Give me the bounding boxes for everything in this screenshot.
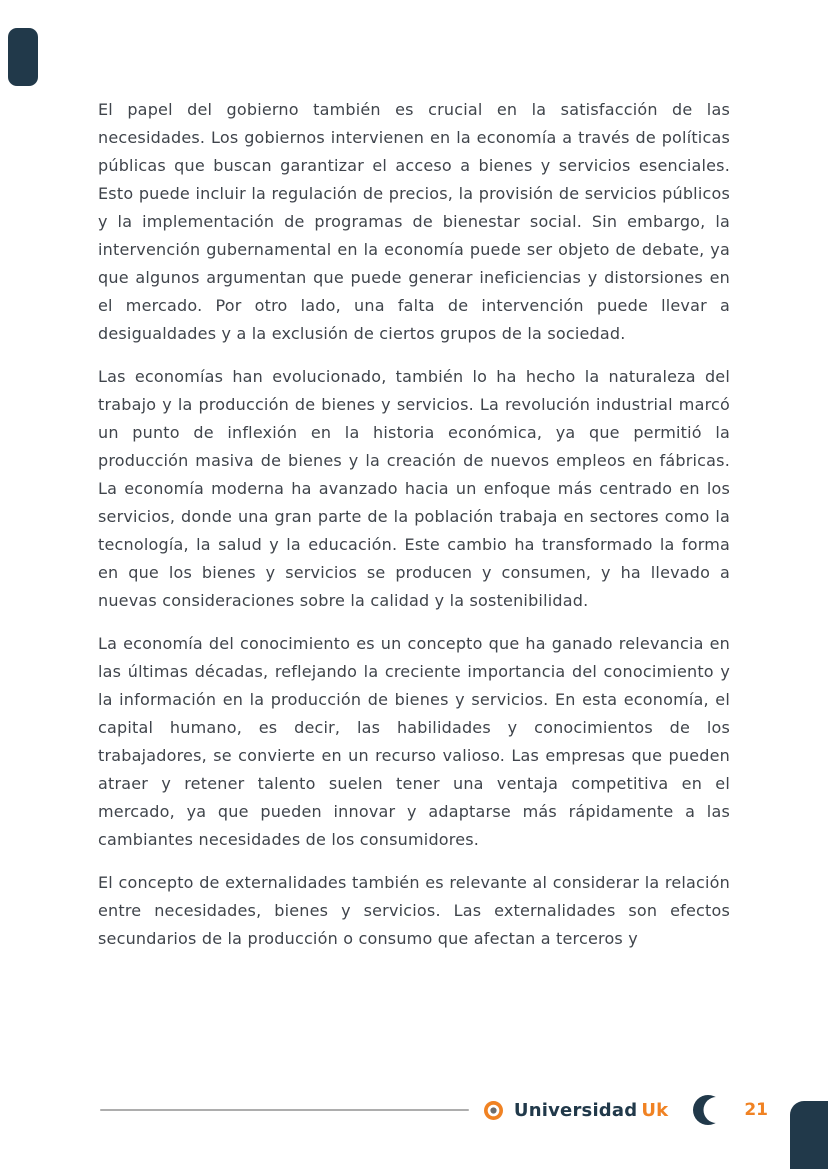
crescent-logo-icon: [692, 1094, 716, 1126]
page-footer: [100, 1093, 768, 1127]
target-icon: [483, 1100, 504, 1121]
paragraph-externalities: El concepto de externalidades también es relevante al considerar la relación entre necesidades, bienes y servicios. Las externalidades son efectos secundarios de la producción o consumo que afectan a terceros y: [98, 873, 730, 948]
body-text: [98, 96, 730, 953]
brand-wordmark: [514, 1100, 668, 1121]
brand-suffix: Uk: [641, 1099, 669, 1121]
footer-divider: [100, 1109, 469, 1111]
paragraph-government-role: El papel del gobierno también es crucial en la satisfacción de las necesidades. Los gobiernos intervienen en la economía a través de políticas públicas que buscan garantizar el acceso a bienes y servicios esenciales. Esto puede incluir la regulación de precios, la provisión de servicios públicos y la implementación de programas de bienestar social. Sin embargo, la intervención gubernamental en la economía puede ser objeto de debate, ya que algunos argumentan que puede generar ineficiencias y distorsiones en el mercado. Por otro lado, una falta de intervención puede llevar a desigualdades y a la exclusión de ciertos grupos de la sociedad.: [98, 100, 730, 343]
brand-name: Universidad: [513, 1099, 638, 1121]
bottom-right-corner-decoration: [790, 1101, 828, 1169]
top-left-corner-decoration: [8, 28, 38, 86]
paragraph-knowledge-economy: La economía del conocimiento es un concepto que ha ganado relevancia en las últimas décadas, reflejando la creciente importancia del conocimiento y la información en la producción de bienes y servicios. En esta economía, el capital humano, es decir, las habilidades y conocimientos de los trabajadores, se convierte en un recurso valioso. Las empresas que pueden atraer y retener talento suelen tener una ventaja competitiva en el mercado, ya que pueden innovar y adaptarse más rápidamente a las cambiantes necesidades de los consumidores.: [98, 634, 730, 849]
paragraph-economies-evolution: Las economías han evolucionado, también lo ha hecho la naturaleza del trabajo y la producción de bienes y servicios. La revolución industrial marcó un punto de inflexión en la historia económica, ya que permitió la producción masiva de bienes y la creación de nuevos empleos en fábricas. La economía moderna ha avanzado hacia un enfoque más centrado en los servicios, donde una gran parte de la población trabaja en sectores como la tecnología, la salud y la educación. Este cambio ha transformado la forma en que los bienes y servicios se producen y consumen, y ha llevado a nuevas consideraciones sobre la calidad y la sostenibilidad.: [98, 367, 730, 610]
page-number: 21: [744, 1100, 768, 1120]
